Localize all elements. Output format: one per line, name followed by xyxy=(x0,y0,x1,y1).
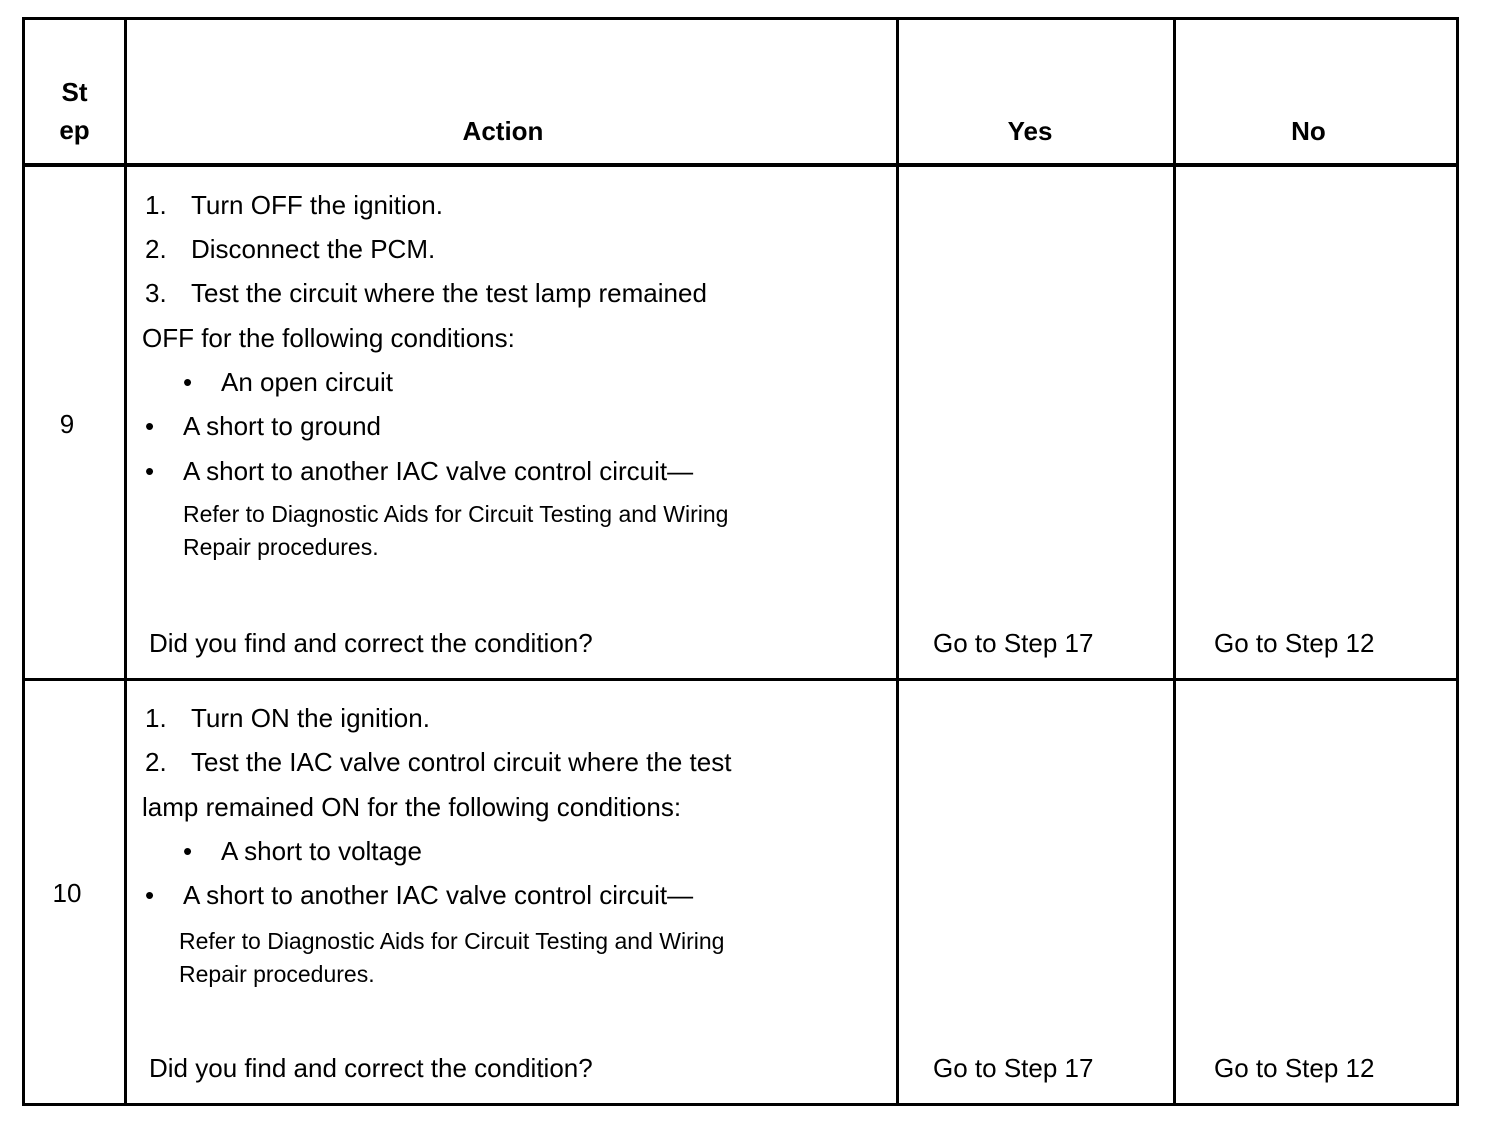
item-number: 1. xyxy=(145,190,167,220)
condition-bullet xyxy=(145,880,693,910)
bullet-text: An open circuit xyxy=(221,367,393,397)
bullet-mark: • xyxy=(183,836,193,866)
diagnostic-table xyxy=(22,17,1459,1106)
column-divider-yes xyxy=(1173,20,1176,1103)
bullet-text: A short to another IAC valve control circuit— xyxy=(183,456,694,486)
bullet-mark: • xyxy=(145,456,155,486)
bullet-mark: • xyxy=(145,411,155,441)
action-item xyxy=(145,278,707,308)
action-item xyxy=(145,190,443,220)
column-divider-step xyxy=(124,20,127,1103)
reference-note-line1: Refer to Diagnostic Aids for Circuit Testing and Wiring xyxy=(179,928,725,954)
column-divider-action xyxy=(896,20,899,1103)
item-number: 2. xyxy=(145,747,167,777)
header-step-line1: St xyxy=(61,77,88,107)
bullet-text: A short to voltage xyxy=(221,836,422,866)
item-text: Turn ON the ignition. xyxy=(191,703,430,733)
yes-result: Go to Step 17 xyxy=(933,628,1094,658)
header-step-line2: ep xyxy=(59,115,90,145)
item-text: Test the IAC valve control circuit where the test xyxy=(191,747,732,777)
bullet-text: A short to another IAC valve control circuit— xyxy=(183,880,694,910)
action-item xyxy=(145,747,731,777)
bullet-text: A short to ground xyxy=(183,411,382,441)
step-question: Did you find and correct the condition? xyxy=(149,1053,593,1083)
row-divider xyxy=(25,678,1456,681)
condition-bullet xyxy=(183,836,422,866)
no-result: Go to Step 12 xyxy=(1214,628,1375,658)
action-item xyxy=(145,234,435,264)
header-action: Action xyxy=(462,116,544,146)
action-continuation: OFF for the following conditions: xyxy=(142,323,515,353)
bullet-mark: • xyxy=(145,880,155,910)
yes-result: Go to Step 17 xyxy=(933,1053,1094,1083)
step-number: 9 xyxy=(59,409,75,439)
header-yes: Yes xyxy=(1007,116,1053,146)
action-continuation: lamp remained ON for the following conditions: xyxy=(142,792,682,822)
item-text: Turn OFF the ignition. xyxy=(191,190,443,220)
item-number: 2. xyxy=(145,234,167,264)
reference-note-line2: Repair procedures. xyxy=(179,961,375,987)
header-step xyxy=(25,77,124,145)
header-no: No xyxy=(1291,116,1326,146)
step-number: 10 xyxy=(52,878,82,908)
item-text: Disconnect the PCM. xyxy=(191,234,436,264)
item-number: 1. xyxy=(145,703,167,733)
step-question: Did you find and correct the condition? xyxy=(149,628,593,658)
condition-bullet xyxy=(145,411,381,441)
header-divider xyxy=(25,163,1456,167)
condition-bullet xyxy=(145,456,693,486)
reference-note-line1: Refer to Diagnostic Aids for Circuit Testing and Wiring xyxy=(183,501,729,527)
no-result: Go to Step 12 xyxy=(1214,1053,1375,1083)
item-text: Test the circuit where the test lamp remained xyxy=(191,278,707,308)
item-number: 3. xyxy=(145,278,167,308)
condition-bullet xyxy=(183,367,393,397)
bullet-mark: • xyxy=(183,367,193,397)
action-item xyxy=(145,703,430,733)
reference-note-line2: Repair procedures. xyxy=(183,534,379,560)
